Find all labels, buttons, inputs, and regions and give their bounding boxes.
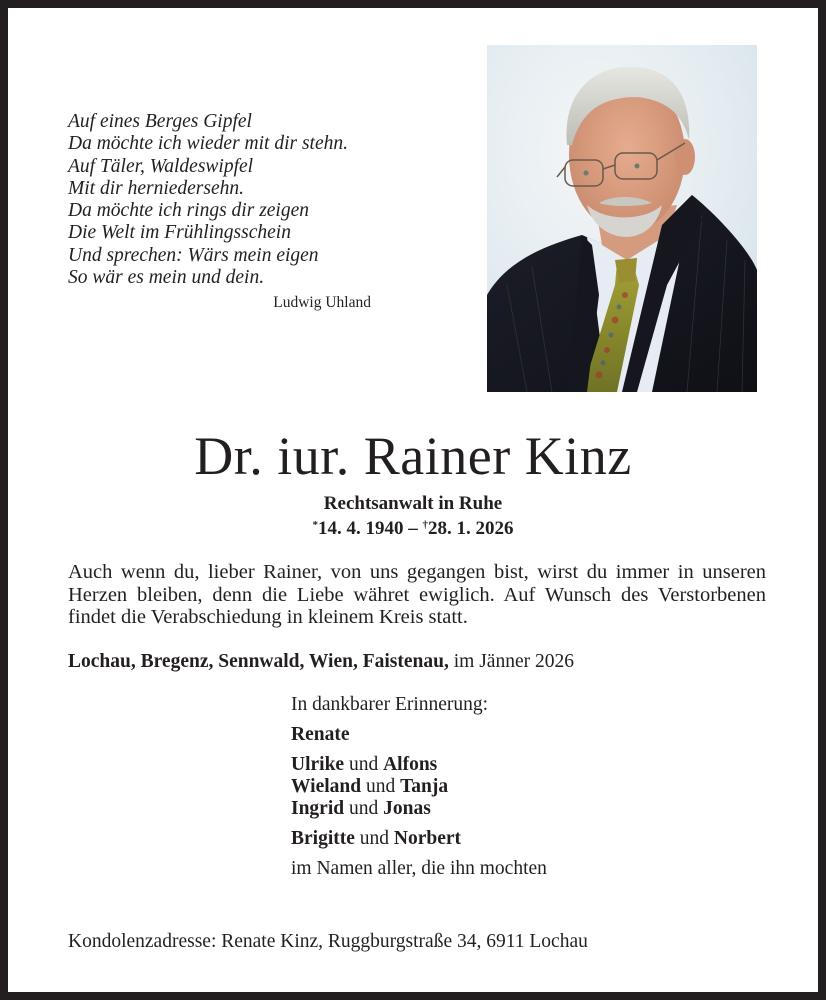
life-dates — [8, 514, 818, 540]
poem-author: Ludwig Uhland — [273, 294, 371, 311]
mourner-name: Jonas — [383, 798, 431, 819]
mourner-single — [291, 724, 711, 746]
connector: und — [344, 754, 384, 775]
mourner-name: Ulrike — [291, 754, 345, 775]
poem-line: Da möchte ich wieder mit dir stehn. — [68, 133, 348, 155]
memorial-text: Auch wenn du, lieber Rainer, von uns gegangen bist, wirst du immer in unseren Herzen bleiben, denn die Liebe währet ewiglich. Auf Wunsch des Verstorbenen findet die Verabschiedung in kleinem Kreis statt. — [68, 561, 766, 628]
poem-line: Und sprechen: Wärs mein eigen — [68, 244, 319, 266]
poem — [68, 111, 388, 289]
mourner-name: Renate — [291, 724, 350, 745]
portrait-photo — [487, 45, 757, 392]
mourner-couple — [291, 754, 711, 776]
connector: und — [361, 776, 401, 797]
birth-symbol: * — [312, 519, 318, 531]
mourners-closing: im Namen aller, die ihn mochten — [291, 858, 547, 879]
mourner-name: Ingrid — [291, 798, 345, 819]
mourner-couple — [291, 828, 711, 850]
places-and-date — [68, 651, 768, 673]
mourners-list — [291, 694, 711, 880]
poem-line: So wär es mein und dein. — [68, 267, 265, 289]
mourner-name: Wieland — [291, 776, 362, 797]
poem-line: Die Welt im Frühlingsschein — [68, 222, 291, 244]
month-year: im Jänner 2026 — [448, 651, 574, 672]
condolence-address: Kondolenzadresse: Renate Kinz, Ruggburgstraße 34, 6911 Lochau — [68, 931, 588, 952]
mourner-name: Norbert — [393, 828, 462, 849]
deceased-title: Rechtsanwalt in Ruhe — [323, 493, 503, 514]
places-list: Lochau, Bregenz, Sennwald, Wien, Faistenau, — [68, 651, 449, 672]
mourner-couple — [291, 798, 711, 820]
mourner-name: Alfons — [383, 754, 438, 775]
connector: und — [354, 828, 394, 849]
mourner-name: Tanja — [400, 776, 449, 797]
connector: und — [344, 798, 384, 819]
birth-date: 14. 4. 1940 — [318, 518, 404, 539]
obituary-notice — [8, 8, 818, 992]
death-date: 28. 1. 2026 — [428, 518, 514, 539]
poem-line: Da möchte ich rings dir zeigen — [68, 200, 310, 222]
poem-line: Auf eines Berges Gipfel — [68, 111, 252, 132]
mourners-intro: In dankbarer Erinnerung: — [291, 694, 489, 715]
deceased-name: Dr. iur. Rainer Kinz — [194, 426, 632, 486]
poem-line: Auf Täler, Waldeswipfel — [68, 155, 254, 177]
date-separator: – — [403, 518, 423, 539]
mourner-name: Brigitte — [291, 828, 355, 849]
mourner-couple — [291, 776, 711, 798]
poem-line: Mit dir herniedersehn. — [68, 177, 245, 199]
death-symbol: † — [422, 519, 428, 531]
